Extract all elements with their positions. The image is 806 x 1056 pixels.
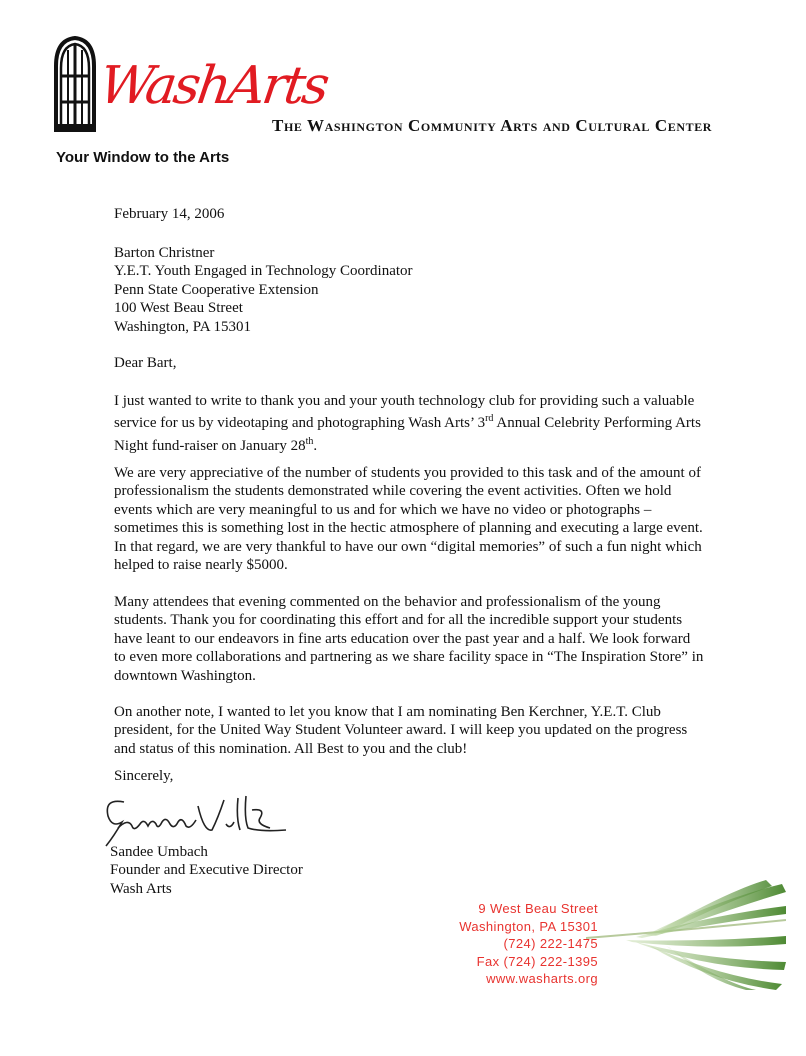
footer-street: 9 West Beau Street <box>478 901 598 916</box>
washarts-logo-text: WashArts <box>95 56 331 116</box>
paragraph-attendees: Many attendees that evening commented on the behavior and professionalism of the young students. Thank you for coordinating this effort and for all the incredible support your students have leant to our endeavors in fine arts education over the past year and a half. We look forward to even more collaborations and partnering as we share facility space in “The Inspiration Store” in downtown Washington. <box>114 594 704 684</box>
signer-organization: Wash Arts <box>110 880 172 897</box>
signer-title: Founder and Executive Director <box>110 862 303 879</box>
footer-phone: (724) 222-1475 <box>503 936 598 951</box>
paragraph-nomination: On another note, I wanted to let you know that I am nominating Ben Kerchner, Y.E.T. Club president, for the United Way Student Volunteer award. I will keep you updated on the progress and status of this nomination. All Best to you and the club! <box>114 704 688 757</box>
handwritten-signature <box>100 788 300 850</box>
p1-superscript-th: th <box>305 435 314 447</box>
letter-date: February 14, 2006 <box>114 206 225 222</box>
p1-text-b: Annual Celebrity Performing Arts Night fund-raiser on January 28 <box>114 415 701 454</box>
footer-city: Washington, PA 15301 <box>459 918 598 934</box>
recipient-street: 100 West Beau Street <box>114 300 243 317</box>
footer-website: www.washarts.org <box>486 971 598 986</box>
p1-superscript-rd: rd <box>485 413 494 425</box>
recipient-city: Washington, PA 15301 <box>114 318 252 335</box>
salutation: Dear Bart, <box>114 355 177 371</box>
paragraph-thanks <box>114 392 704 455</box>
recipient-title: Y.E.T. Youth Engaged in Technology Coordinator <box>114 263 413 280</box>
palm-leaf-icon <box>586 880 786 990</box>
signature-block <box>110 843 303 898</box>
window-logo-icon <box>52 36 98 132</box>
organization-name: The Washington Community Arts and Cultural Center <box>272 116 713 135</box>
signer-name: Sandee Umbach <box>110 844 208 860</box>
footer-contact <box>459 900 598 988</box>
recipient-name: Barton Christner <box>114 245 215 261</box>
paragraph-appreciation: We are very appreciative of the number of students you provided to this task and of the amount of professionalism the students demonstrated while covering the event activities. Often we hold events which are very meaningful to us and for which we have no video or photographs – sometimes this is something lost in the hectic atmosphere of planning and executing a large event. In that regard, we are very thankful to have our own “digital memories” of such a fun night which helped to raise nearly $5000. <box>114 465 703 574</box>
recipient-address <box>114 244 413 336</box>
p1-text-c: . <box>313 437 318 454</box>
tagline: Your Window to the Arts <box>56 149 230 166</box>
recipient-organization: Penn State Cooperative Extension <box>114 281 319 298</box>
closing: Sincerely, <box>114 768 174 784</box>
footer-fax: Fax (724) 222-1395 <box>476 953 598 969</box>
p1-text-a: I just wanted to write to thank you and your youth technology club for providing such a valuable service for us by videotaping and photographing Wash Arts’ 3 <box>114 393 695 432</box>
